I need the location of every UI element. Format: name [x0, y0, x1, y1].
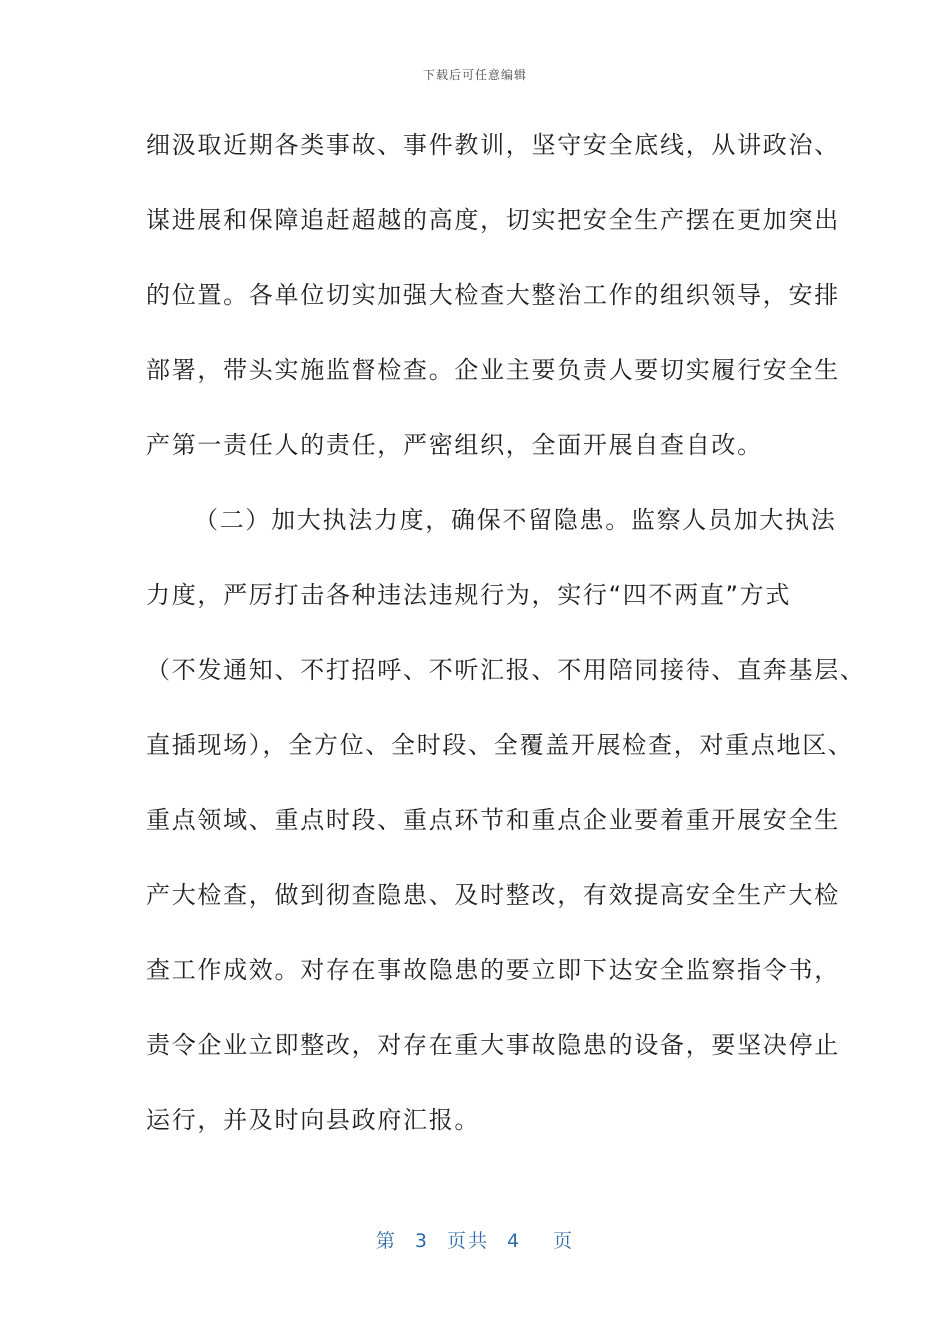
body-line: 责令企业立即整改，对存在重大事故隐患的设备，要坚决停止: [146, 1031, 840, 1059]
body-line: 重点领域、重点时段、重点环节和重点企业要着重开展安全生: [146, 806, 840, 834]
body-line: 力度，严厉打击各种违法违规行为，实行“四不两直”方式: [146, 581, 792, 609]
body-line: 产大检查，做到彻查隐患、及时整改，有效提高安全生产大检: [146, 881, 840, 909]
body-line: 直插现场），全方位、全时段、全覆盖开展检查，对重点地区、: [146, 731, 854, 759]
body-line: 的位置。各单位切实加强大检查大整治工作的组织领导，安排: [146, 281, 840, 309]
section-heading-line: （二）加大执法力度，确保不留隐患。监察人员加大执法: [194, 506, 837, 534]
body-line: 部署，带头实施监督检查。企业主要负责人要切实履行安全生: [146, 356, 840, 384]
body-line: 查工作成效。对存在事故隐患的要立即下达安全监察指令书，: [146, 956, 840, 984]
footer-suffix: 页: [553, 1230, 575, 1252]
header-note: 下载后可任意编辑: [422, 68, 527, 82]
body-line: （不发通知、不打招呼、不听汇报、不用陪同接待、直奔基层、: [146, 656, 866, 684]
footer-prefix: 第: [375, 1230, 397, 1252]
footer-middle: 页共: [446, 1230, 489, 1252]
body-line: 运行，并及时向县政府汇报。: [146, 1106, 481, 1134]
current-page-number: 3: [414, 1230, 429, 1252]
total-page-count: 4: [507, 1230, 522, 1252]
body-line: 产第一责任人的责任，严密组织，全面开展自查自改。: [146, 431, 763, 459]
body-line: 细汲取近期各类事故、事件教训，坚守安全底线，从讲政治、: [146, 131, 840, 159]
body-line: 谋进展和保障追赶超越的高度，切实把安全生产摆在更加突出: [146, 206, 840, 234]
page-footer: [0, 1226, 950, 1253]
